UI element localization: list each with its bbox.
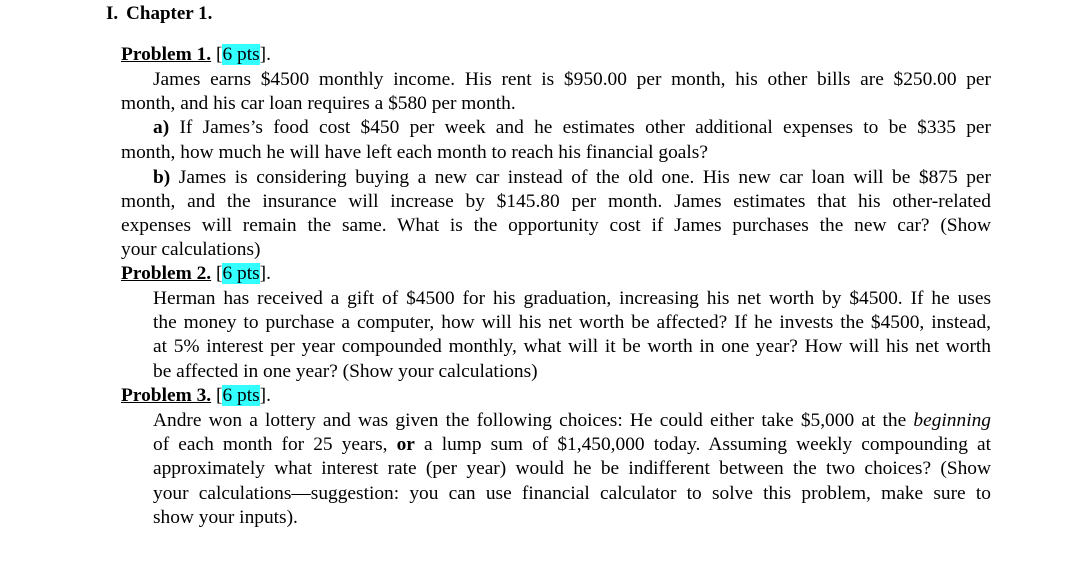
problem-2-label: Problem 2. [121, 263, 212, 284]
problem-3-line-3: approximately what interest rate (per year) would he be indifferent between the two choices? (Show [153, 458, 991, 479]
problem-1-part-a-line-2: month, how much he will have left each month to reach his financial goals? [121, 142, 708, 163]
problem-1-line-2: month, and his car loan requires a $580 per month. [121, 93, 516, 114]
problem-1-part-a-label: a) [153, 117, 170, 138]
problem-3-points: 6 pts [222, 385, 260, 406]
problem-1-part-b-line-3: expenses will remain the same. What is the opportunity cost if James purchases the new car? (Show [121, 215, 991, 236]
problem-3-line-2-text-start: of each month for 25 years, [153, 434, 388, 455]
problem-3-line-2 [153, 433, 991, 457]
problem-1-line-1: James earns $4500 monthly income. His rent is $950.00 per month, his other bills are $250.00 per [153, 69, 991, 90]
problem-1-part-b-line-1 [153, 166, 991, 190]
problem-2-line-4: be affected in one year? (Show your calculations) [153, 361, 538, 382]
problem-1-part-b-line-2: month, and the insurance will increase by $145.80 per month. James estimates that his other-related [121, 191, 991, 212]
problem-2-line-2: the money to purchase a computer, how will his net worth be affected? If he invests the $4500, instead, [153, 312, 991, 333]
problem-1-part-a-text: If James’s food cost $450 per week and he estimates other additional expenses to be $335 per [179, 117, 991, 138]
chapter-title: Chapter 1. [126, 3, 213, 24]
problem-1-part-a-line-1 [153, 116, 991, 140]
problem-1-heading: Problem 1. [6 pts]. [121, 44, 271, 65]
problem-2-line-3: at 5% interest per year compounded monthly, what will it be worth in one year? How will his net worth [153, 336, 991, 357]
problem-3-line-1 [153, 409, 991, 433]
problem-3-or-emphasis: or [396, 434, 415, 455]
problem-1-part-b-line-4: your calculations) [121, 239, 261, 260]
problem-1-part-b-text: James is considering buying a new car instead of the old one. His new car loan will be $875 per [178, 167, 991, 188]
problem-3-line-4: your calculations—suggestion: you can use financial calculator to solve this problem, make sure to [153, 483, 991, 504]
problem-2-points: 6 pts [222, 263, 260, 284]
chapter-heading [106, 3, 212, 25]
problem-2-heading: Problem 2. [6 pts]. [121, 263, 271, 284]
problem-3-beginning-emphasis: beginning [913, 410, 991, 431]
problem-3-heading: Problem 3. [6 pts]. [121, 385, 271, 406]
problem-3-line-1-text: Andre won a lottery and was given the following choices: He could either take $5,000 at the [153, 410, 907, 431]
problem-1-label: Problem 1. [121, 44, 212, 65]
chapter-roman-numeral: I. [106, 3, 119, 24]
problem-1-part-b-label: b) [153, 167, 171, 188]
problem-1-points: 6 pts [222, 44, 260, 65]
problem-2-line-1: Herman has received a gift of $4500 for his graduation, increasing his net worth by $4500. If he uses [153, 288, 991, 309]
problem-3-label: Problem 3. [121, 385, 212, 406]
problem-3-line-2-text-end: a lump sum of $1,450,000 today. Assuming weekly compounding at [424, 434, 991, 455]
problem-3-line-5: show your inputs). [153, 507, 298, 528]
